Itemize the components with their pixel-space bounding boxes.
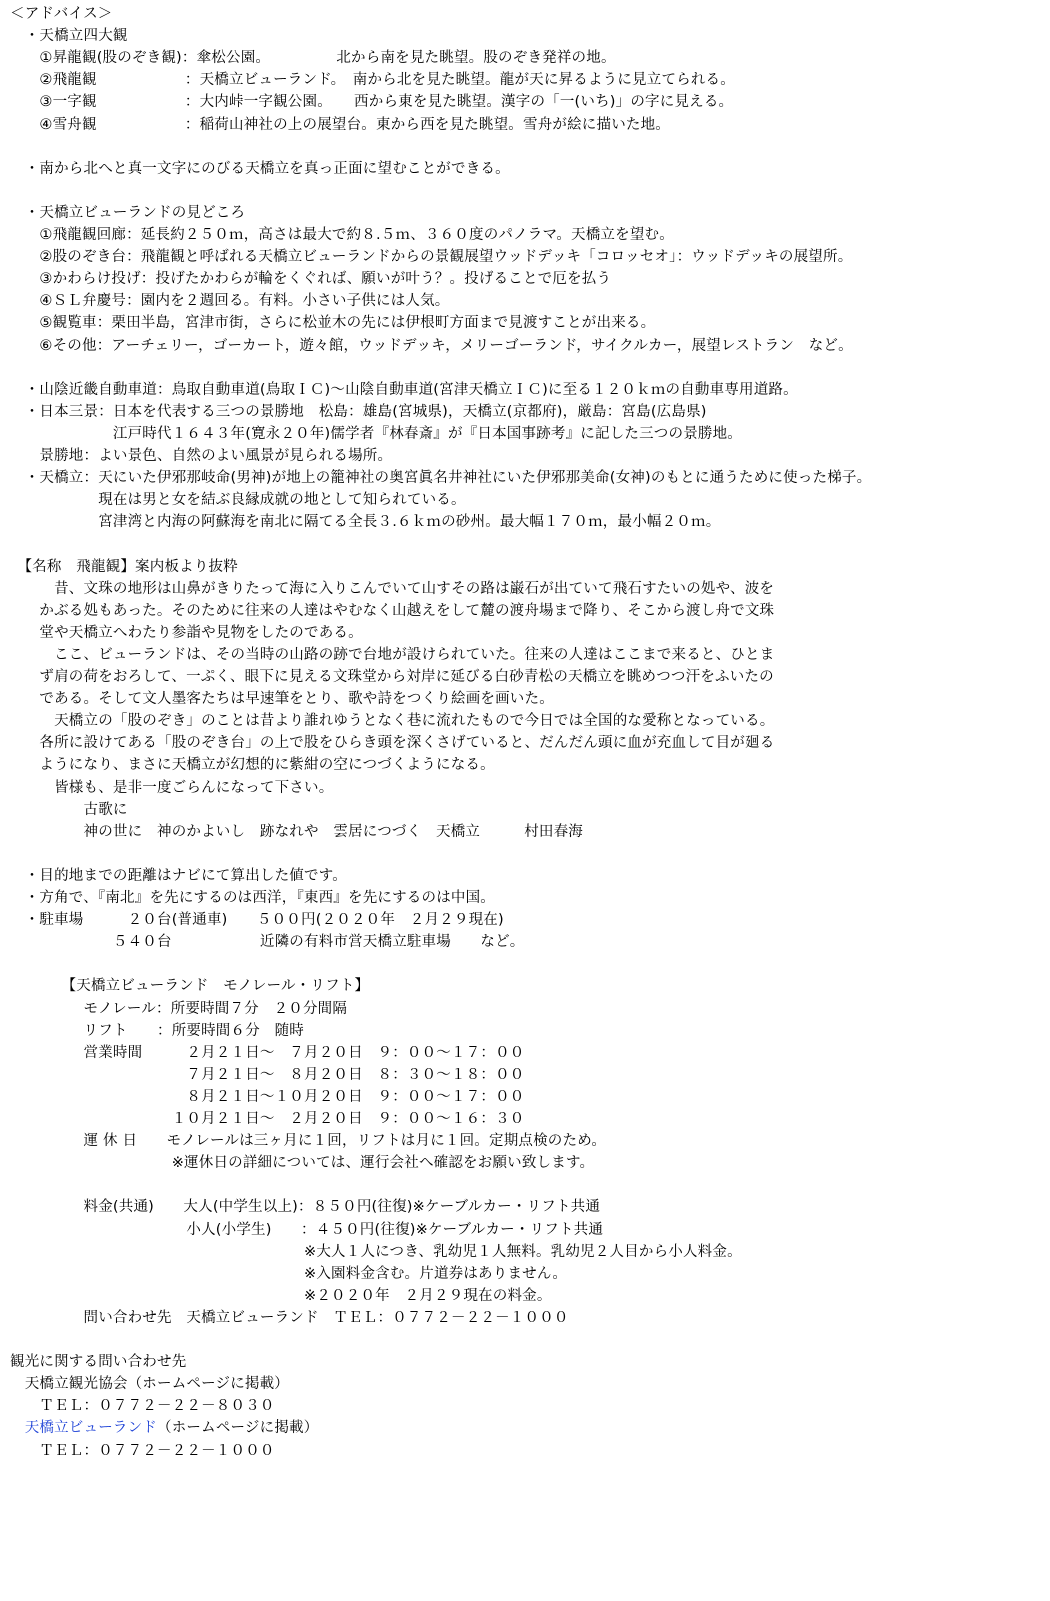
text-line: ⑤観覧車：栗田半島，宮津市街，さらに松並木の先には伊根町方面まで見渡すことが出来る。: [10, 315, 656, 332]
text-line: ・方角で、『南北』を先にするのは西洋，『東西』を先にするのは中国。: [10, 890, 496, 906]
text-line: ⑥その他：アーチェリー，ゴーカート，遊々館，ウッドデッキ，メリーゴーランド，サイクルカー，展望レストラン など。: [10, 337, 853, 354]
text-line: ③かわらけ投げ：投げたかわらが輪をくぐれば、願いが叶う？。投げることで厄を払う: [10, 271, 612, 288]
text-line: ７月２１日～ ８月２０日 ８：３０～１８：００: [10, 1066, 525, 1083]
text-line: 江戸時代１６４３年(寛永２０年)儒学者『林春斎』が『日本国事跡考』に記した三つの景勝地。: [10, 425, 743, 442]
viewland-tel: ＴＥＬ：０７７２－２２－１０００: [10, 1442, 275, 1459]
text-line: 宮津湾と内海の阿蘇海を南北に隔てる全長３.６ｋｍの砂州。最大幅１７０ｍ，最小幅２０ｍ。: [10, 514, 721, 531]
text-line: ず肩の荷をおろして、一ぷく、眼下に見える文珠堂から対岸に延びる白砂青松の天橋立を眺めつつ汗をふいたの: [10, 669, 774, 685]
text-line: 営業時間 ２月２１日～ ７月２０日 ９：００～１７：００: [10, 1044, 525, 1061]
text-line: 昔、文珠の地形は山鼻がきりたって海に入りこんでいて山すその路は巌石が出ていて飛石すたいの処や、波を: [10, 580, 775, 597]
text-line: 景勝地：よい景色、自然のよい風景が見られる場所。: [10, 448, 393, 464]
text-line: ④ＳＬ弁慶号：園内を２週回る。有料。小さい子供には人気。: [10, 293, 450, 310]
text-line: 【名称 飛龍観】案内板より抜粋: [10, 558, 238, 575]
text-line: ・天橋立：天にいた伊邪那岐命(男神)が地上の籠神社の奥宮眞名井神社にいた伊邪那美命(女神)のもとに通うために使った梯子。: [10, 470, 872, 487]
text-line: ・南から北へと真一文字にのびる天橋立を真っ正面に望むことができる。: [10, 160, 510, 177]
text-line: 現在は男と女を結ぶ良縁成就の地として知られている。: [10, 492, 466, 509]
text-line: ※運休日の詳細については、運行会社へ確認をお願い致します。: [10, 1155, 595, 1172]
text-line: ・山陰近畿自動車道：鳥取自動車道(鳥取ＩＣ)～山陰自動車道(宮津天橋立ＩＣ)に至る１２０ｋｍの自動車専用道路。: [10, 381, 798, 398]
text-line: 古歌に: [10, 801, 128, 818]
text-line: 堂や天橋立へわたり参詣や見物をしたのである。: [10, 624, 363, 641]
text-line: 問い合わせ先 天橋立ビューランド ＴＥＬ：０７７２－２２－１０００: [10, 1309, 569, 1326]
text-line: ※２０２０年 ２月２９現在の料金。: [10, 1287, 552, 1304]
text-line: 神の世に 神のかよいし 跡なれや 雲居につづく 天橋立 村田春海: [10, 823, 584, 840]
link-suffix: （ホームページに掲載）: [157, 1420, 319, 1437]
text-line: ここ、ビューランドは、その当時の山路の跡で台地が設けられていた。往来の人達はここまで来ると、ひとま: [10, 646, 775, 663]
text-line: ・目的地までの距離はナビにて算出した値です。: [10, 867, 347, 884]
text-line: 天橋立の「股のぞき」のことは昔より誰れゆうとなく巷に流れたもので今日では全国的な愛称となっている。: [10, 713, 775, 730]
text-line: １０月２１日～ ２月２０日 ９：００～１６：３０: [10, 1111, 525, 1127]
text-line: である。そして文人墨客たちは早速筆をとり、歌や詩をつくり絵画を画いた。: [10, 691, 554, 708]
text-line: ※大人１人につき、乳幼児１人無料。乳幼児２人目から小人料金。: [10, 1243, 742, 1260]
text-line: 【天橋立ビューランド モノレール・リフト】: [10, 978, 370, 995]
text-line: ②飛龍観 ：天橋立ビューランド。 南から北を見た眺望。龍が天に昇るように見立てられる。: [10, 72, 735, 89]
viewland-link[interactable]: 天橋立ビューランド: [24, 1420, 158, 1437]
text-line: ①昇龍観(股のぞき観)：傘松公園。 北から南を見た眺望。股のぞき発祥の地。: [10, 50, 616, 67]
text-line: ※入園料金含む。片道券はありません。: [10, 1265, 568, 1282]
text-line: ②股のぞき台：飛龍観と呼ばれる天橋立ビューランドからの景観展望ウッドデッキ「コロッセオ」：ウッドデッキの展望所。: [10, 249, 853, 266]
text-line: かぶる処もあった。そのために往来の人達はやむなく山越えをして麓の渡舟場まで降り、そこから渡し舟で文珠: [10, 602, 775, 619]
text-line: ようになり、まさに天橋立が幻想的に紫紺の空につづくようになる。: [10, 757, 495, 774]
text-line: リフト ：所要時間６分 随時: [10, 1022, 304, 1039]
text-line: 料金(共通) 大人(中学生以上)：８５０円(往復)※ケーブルカー・リフト共通: [10, 1199, 601, 1216]
text-line: ④雪舟観 ：稲荷山神社の上の展望台。東から西を見た眺望。雪舟が絵に描いた地。: [10, 116, 670, 133]
text-line: ＜アドバイス＞: [10, 6, 113, 22]
text-line: 各所に設けてある「股のぞき台」の上で股をひらき頭を深くさげていると、だんだん頭に血が充血して目が廻る: [10, 735, 775, 752]
contact-viewland-line: [10, 1418, 318, 1438]
text-line: 小人(小学生) ：４５０円(往復)※ケーブルカー・リフト共通: [10, 1221, 604, 1238]
text-line: ８月２１日～１０月２０日 ９：００～１７：００: [10, 1088, 525, 1105]
text-line: 天橋立観光協会（ホームページに掲載）: [10, 1376, 290, 1393]
text-line: ③一字観 ：大内峠一字観公園。 西から東を見た眺望。漢字の「一(いち)」の字に見える。: [10, 94, 734, 111]
text-line: ・駐車場 ２０台(普通車) ５００円(２０２０年 ２月２９現在): [10, 912, 504, 929]
text-line: モノレール：所要時間７分 ２０分間隔: [10, 1000, 348, 1017]
text-line: ・天橋立ビューランドの見どころ: [10, 204, 246, 221]
text-line: 皆様も、是非一度ごらんになって下さい。: [10, 779, 334, 796]
text-line: 運 休 日 モノレールは三ヶ月に１回，リフトは月に１回。定期点検のため。: [10, 1133, 607, 1150]
text-line: 観光に関する問い合わせ先: [10, 1354, 187, 1371]
text-line: ①飛龍観回廊：延長約２５０ｍ，高さは最大で約８.５ｍ、３６０度のパノラマ。天橋立を望む。: [10, 227, 674, 243]
text-line: ５４０台 近隣の有料市営天橋立駐車場 など。: [10, 934, 525, 951]
text-line: ・天橋立四大観: [10, 28, 128, 45]
text-line: ・日本三景：日本を代表する三つの景勝地 松島：雄島(宮城県)，天橋立(京都府)，厳島：宮島(広島県): [10, 403, 707, 420]
link-prefix: [10, 1420, 25, 1436]
text-line: ＴＥＬ：０７７２－２２－８０３０: [10, 1398, 275, 1415]
